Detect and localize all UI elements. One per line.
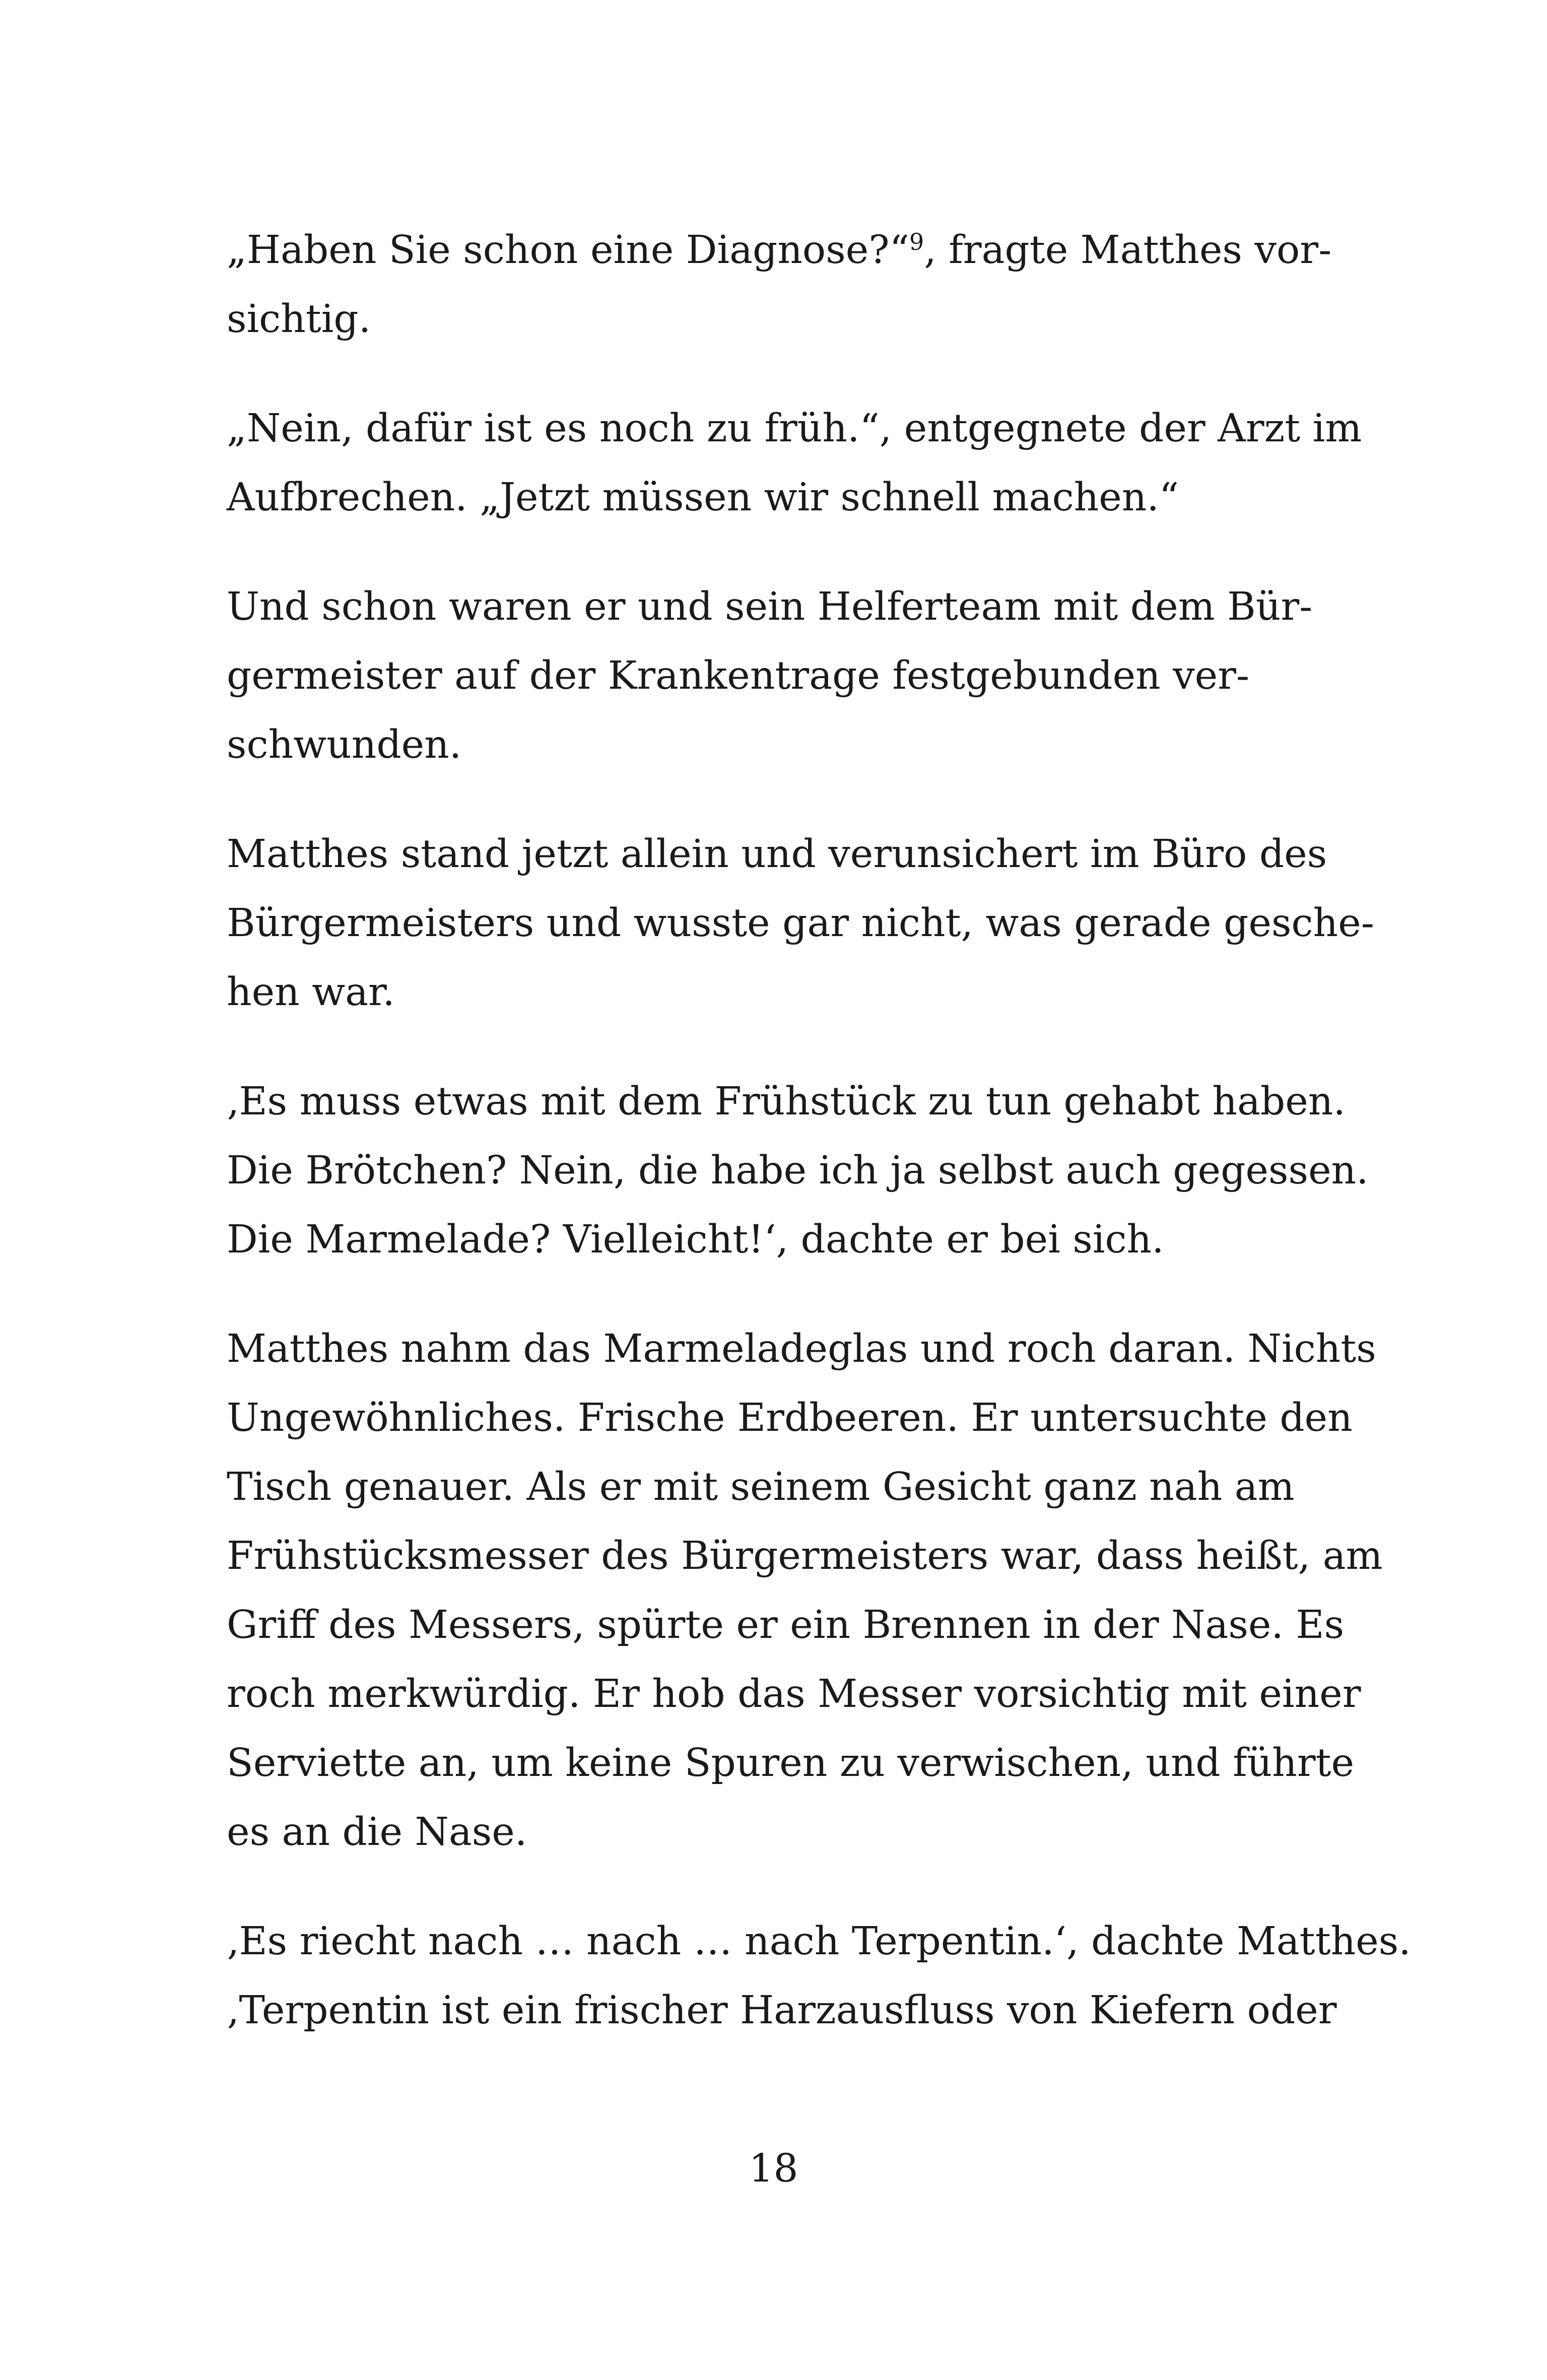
body-text [227, 216, 1411, 2085]
text-line: ‚Es riecht nach … nach … nach Terpentin.‘, dachte Matthes. [227, 1919, 1411, 1964]
paragraph [227, 1907, 1411, 2045]
text-line: Frühstücksmesser des Bürgermeisters war, dass heißt, am [227, 1534, 1383, 1578]
text-line: schwunden. [227, 722, 462, 767]
paragraph [227, 394, 1362, 532]
text-line: Tisch genauer. Als er mit seinem Gesicht ganz nah am [227, 1465, 1295, 1509]
text-line: Und schon waren er und sein Helferteam mit dem Bür- [227, 584, 1313, 629]
text-line: Matthes stand jetzt allein und verunsichert im Büro des [227, 832, 1327, 877]
text-line: Serviette an, um keine Spuren zu verwischen, und führte [227, 1741, 1355, 1786]
text-line: Griff des Messers, spürte er ein Brennen in der Nase. Es [227, 1603, 1344, 1647]
text-line: Die Brötchen? Nein, die habe ich ja selbst auch gegessen. [227, 1148, 1369, 1193]
text-line: es an die Nase. [227, 1810, 527, 1855]
text-line: sichtig. [227, 297, 371, 342]
text-line: Aufbrechen. „Jetzt müssen wir schnell machen.“ [227, 475, 1179, 520]
paragraph [227, 216, 1350, 354]
text-line: Die Marmelade? Vielleicht!‘, dachte er bei sich. [227, 1217, 1164, 1262]
text-line: germeister auf der Krankentrage festgebunden ver- [227, 653, 1250, 698]
text-line: ‚Es muss etwas mit dem Frühstück zu tun gehabt haben. [227, 1079, 1346, 1124]
text-line: Bürgermeisters und wusste gar nicht, was gerade gesche- [227, 901, 1374, 946]
paragraph [227, 1067, 1369, 1274]
page-number: 18 [749, 2146, 798, 2191]
footnote-marker: 9 [909, 228, 924, 255]
paragraph [227, 572, 1350, 779]
text-line: ‚Terpentin ist ein frischer Harzausfluss von Kiefern oder [227, 1988, 1337, 2033]
text-line: „Nein, dafür ist es noch zu früh.“, entgegnete der Arzt im [227, 406, 1362, 451]
text-line: „Haben Sie schon eine Diagnose?“$^9$, fragte Matthes vor- [227, 228, 1332, 273]
paragraph [227, 1314, 1383, 1867]
text-line: Ungewöhnliches. Frische Erdbeeren. Er untersuchte den [227, 1396, 1353, 1440]
paragraph [227, 820, 1374, 1027]
text-line: Matthes nahm das Marmeladeglas und roch daran. Nichts [227, 1327, 1376, 1371]
text-line: hen war. [227, 970, 395, 1015]
text-line: roch merkwürdig. Er hob das Messer vorsichtig mit einer [227, 1672, 1361, 1716]
